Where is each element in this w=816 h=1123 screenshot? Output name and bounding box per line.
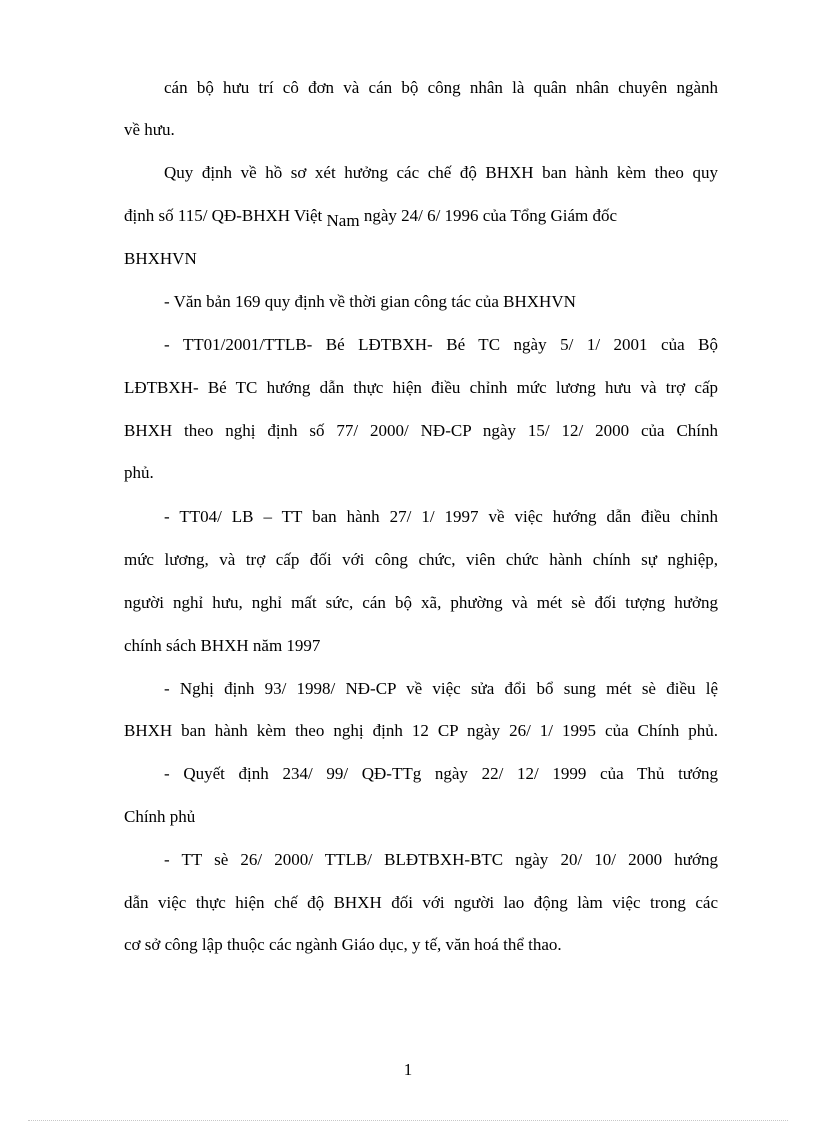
text-segment: định số 115/ QĐ-BHXH Việt (124, 206, 323, 225)
text-line: phủ. (124, 463, 154, 482)
text-line: về hưu. (124, 120, 175, 139)
text-line: - TT04/ LB – TT ban hành 27/ 1/ 1997 về việc hướng dẫn điều chỉnh (164, 507, 718, 526)
text-line: mức lương, và trợ cấp đối với công chức, viên chức hành chính sự nghiệp, (124, 550, 718, 569)
page-bottom-divider (28, 1120, 788, 1121)
text-line: BHXH theo nghị định số 77/ 2000/ NĐ-CP ngày 15/ 12/ 2000 của Chính (124, 421, 718, 440)
text-line: chính sách BHXH năm 1997 (124, 636, 321, 655)
text-line: - Nghị định 93/ 1998/ NĐ-CP về việc sửa đổi bổ sung mét sè điều lệ (164, 679, 718, 698)
text-line: - Văn bản 169 quy định về thời gian công tác của BHXHVN (164, 292, 576, 311)
text-segment: Nam (326, 211, 360, 230)
text-line: Quy định về hồ sơ xét hưởng các chế độ BHXH ban hành kèm theo quy (164, 163, 718, 182)
text-line: BHXH ban hành kèm theo nghị định 12 CP ngày 26/ 1/ 1995 của Chính phủ. (124, 721, 718, 740)
page-number: 1 (403, 1060, 413, 1079)
text-line: cán bộ hưu trí cô đơn và cán bộ công nhân là quân nhân chuyên ngành (164, 78, 718, 97)
text-line: cơ sở công lập thuộc các ngành Giáo dục, y tế, văn hoá thể thao. (124, 935, 562, 954)
text-line: người nghỉ hưu, nghỉ mất sức, cán bộ xã, phường và mét sè đối tượng hưởng (124, 593, 718, 612)
text-line: - TT01/2001/TTLB- Bé LĐTBXH- Bé TC ngày 5/ 1/ 2001 của Bộ (164, 335, 718, 354)
text-line: LĐTBXH- Bé TC hướng dẫn thực hiện điều chỉnh mức lương hưu và trợ cấp (124, 378, 718, 397)
text-line: - Quyết định 234/ 99/ QĐ-TTg ngày 22/ 12/ 1999 của Thủ tướng (164, 764, 718, 783)
text-line: Chính phủ (124, 807, 196, 826)
text-segment: ngày 24/ 6/ 1996 của Tổng Giám đốc (363, 206, 618, 225)
text-line: dẫn việc thực hiện chế độ BHXH đối với người lao động làm việc trong các (124, 893, 718, 912)
text-line: BHXHVN (124, 249, 197, 268)
text-line: - TT sè 26/ 2000/ TTLB/ BLĐTBXH-BTC ngày 20/ 10/ 2000 hướng (164, 850, 718, 869)
text-line (124, 206, 718, 230)
